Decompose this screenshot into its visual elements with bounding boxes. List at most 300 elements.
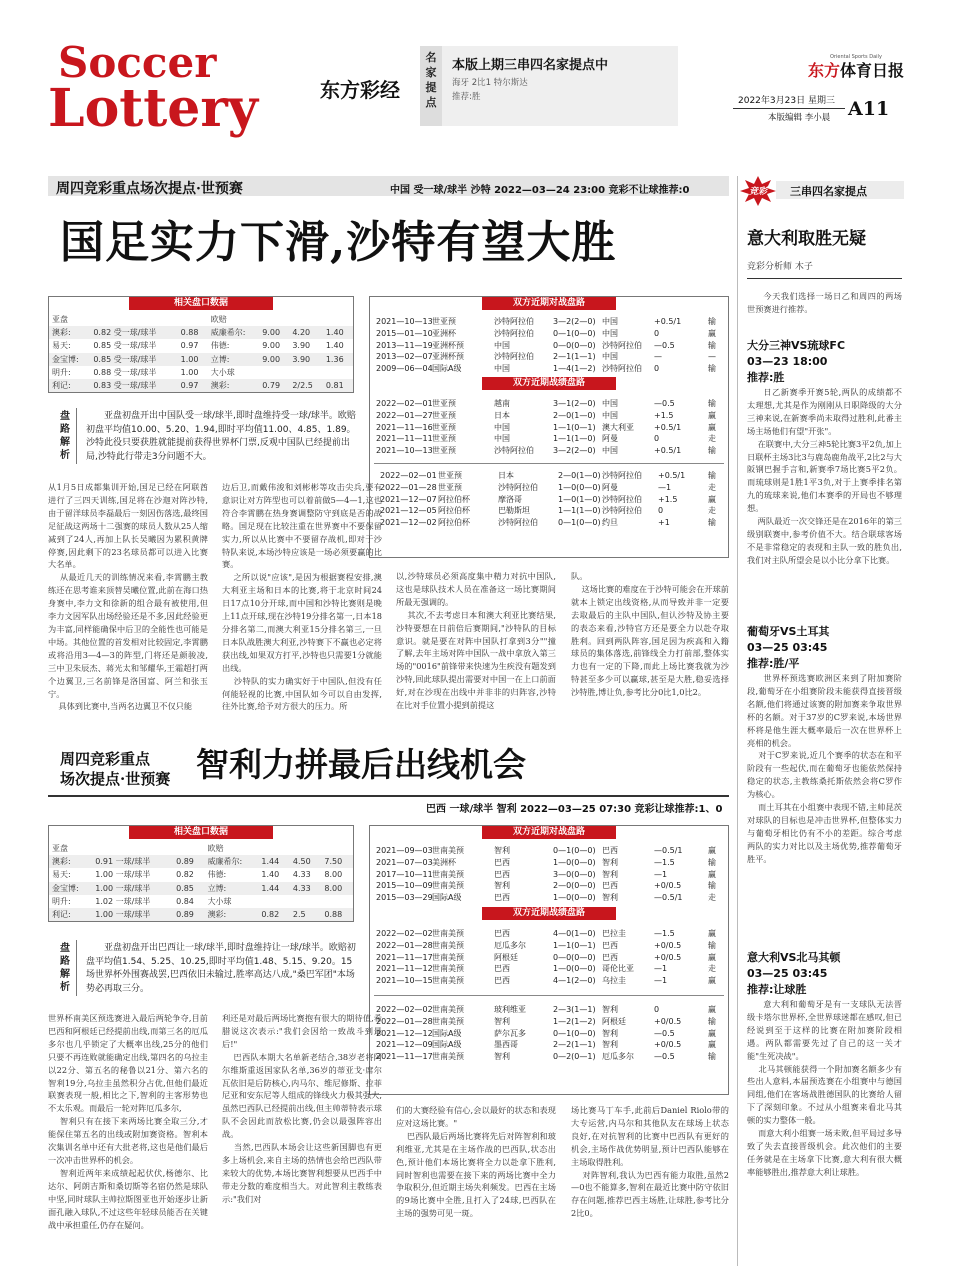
history-cell-l: 国际A级: [432, 1028, 462, 1038]
history-cell-d: 2015—10—09: [376, 881, 433, 891]
history-row: [370, 892, 728, 904]
sidebar-match3-time: 03—25 03:45: [747, 967, 828, 980]
sidebar-match3-title: 意大利VS北马其顿: [747, 951, 841, 964]
history-cell-l: 世亚预: [438, 482, 462, 492]
history-cell-o: 沙特阿拉伯: [602, 506, 642, 516]
history-cell-r: 输: [708, 881, 716, 891]
history-cell-r: 输: [708, 940, 716, 950]
sidebar-badge: [740, 176, 776, 206]
history-cell-h: +1.5: [658, 494, 678, 504]
history-cell-l: 世亚预: [432, 434, 456, 444]
article1-odds-title: 相关盘口数据: [129, 297, 273, 310]
history-cell-o: 中国: [602, 446, 618, 456]
article2-odds-table: 相关盘口数据 亚盘 欧赔 澳彩: 0.91 一球/球半 0.89 威廉希尔: 1.44 4.50 7.50 易天: 1.00 一球/球半 0.82 伟德: 1.40 4.33 8.00 金宝博: 1.00 一球/球半 0.85 立博: 1.44 4.33 8.00 明升: 1.02 一球/球半 0.84 大小球 利记: 1.00 一球/球半 0.89 澳彩: 0.82 2.5 0.88: [48, 825, 354, 922]
history-cell-m: 中国: [494, 422, 510, 432]
issue-date: 2022年3月23日 星期三: [738, 96, 835, 106]
history-cell-o: 沙特阿拉伯: [602, 364, 642, 374]
sidebar-byline: 竞彩分析师 木子: [747, 262, 813, 272]
article2-recent-b-rows: [370, 1004, 728, 1063]
article1-history-table: [369, 296, 729, 558]
history-cell-s: 1—0(0—0): [558, 482, 601, 492]
history-row: [370, 505, 728, 517]
history-cell-h: +0/0.5: [654, 952, 682, 962]
preview-label: 名 家 提 点: [420, 46, 442, 126]
history-cell-o: 巴拉圭: [602, 928, 626, 938]
masthead-rule: [733, 108, 845, 109]
article2-divider: [48, 795, 729, 797]
logo-soccer: Soccer: [58, 38, 217, 87]
article1-h2h-rows: [370, 316, 728, 375]
history-cell-h: —0.5/1: [654, 893, 683, 903]
history-cell-o: 中国: [602, 398, 618, 408]
history-cell-o: 智利: [602, 1028, 618, 1038]
history-cell-r: 赢: [708, 1004, 716, 1014]
history-cell-r: 赢: [708, 976, 716, 986]
history-row: [370, 1004, 728, 1016]
history-cell-m: 越南: [494, 398, 510, 408]
history-cell-d: 2021—10—13: [376, 317, 433, 326]
sidebar-tag: 三串四名家提点: [790, 185, 867, 198]
sidebar-badge-text: 竞彩: [748, 187, 767, 197]
history-cell-s: 0—0(0—0): [553, 952, 596, 962]
history-cell-o: 中国: [602, 352, 618, 362]
history-cell-l: 世亚预: [432, 398, 456, 408]
history-cell-o: 中国: [602, 410, 618, 420]
history-cell-l: 阿拉伯杯: [438, 506, 470, 516]
sidebar-title: 意大利取胜无疑: [747, 229, 866, 249]
history-cell-l: 世南美预: [432, 940, 464, 950]
history-row: [370, 328, 728, 340]
history-cell-m: 沙特阿拉伯: [494, 352, 534, 362]
history-cell-r: 赢: [708, 494, 716, 504]
history-cell-s: 0—1(0—0): [558, 518, 601, 528]
history-cell-h: 0: [654, 364, 660, 374]
history-cell-s: 1—0(1—0): [558, 494, 601, 504]
history-cell-h: +1: [658, 518, 670, 528]
history-cell-l: 亚洲杯预: [432, 340, 464, 350]
history-cell-m: 巴西: [494, 869, 510, 879]
history-cell-l: 世南美预: [432, 1052, 464, 1062]
history-row: [370, 1016, 728, 1028]
history-cell-s: 1—2(1—2): [553, 1016, 596, 1026]
history-cell-r: 输: [708, 857, 716, 867]
history-cell-m: 萨尔瓦多: [494, 1028, 526, 1038]
history-cell-l: 美洲杯: [432, 857, 456, 867]
history-row: [370, 517, 728, 529]
history-row: [370, 351, 728, 363]
history-cell-l: 世南美预: [432, 976, 464, 986]
history-cell-l: 阿拉伯杯: [438, 494, 470, 504]
history-cell-r: 走: [708, 893, 716, 903]
history-cell-h: 0: [654, 1004, 660, 1014]
history-cell-o: 厄瓜多尔: [602, 1052, 634, 1062]
history-cell-h: +0.5/1: [654, 422, 682, 432]
history-row: [370, 316, 728, 328]
history-cell-r: 输: [708, 340, 716, 350]
history-cell-s: 0—0(0—0): [553, 340, 596, 350]
sidebar-match1-pick: 推荐:胜: [747, 371, 785, 384]
history-cell-d: 2022—02—02: [376, 1004, 433, 1014]
history-cell-m: 中国: [494, 434, 510, 444]
history-cell-m: 智利: [494, 1016, 510, 1026]
history-cell-s: 3—0(0—0): [553, 869, 596, 879]
history-cell-m: 沙特阿拉伯: [498, 518, 538, 528]
history-cell-s: 3—2(2—0): [553, 446, 596, 456]
article1-h2h-title: 双方近期对战盘路: [482, 297, 616, 310]
history-cell-o: 沙特阿拉伯: [602, 494, 642, 504]
history-cell-s: 0—1(0—0): [553, 328, 596, 338]
history-cell-d: 2022—02—01: [380, 470, 437, 480]
history-cell-h: +0.5/1: [654, 317, 682, 326]
history-row: [370, 398, 728, 410]
history-cell-s: 0—2(0—1): [553, 1052, 596, 1062]
sidebar-divider: [737, 176, 738, 1266]
history-cell-s: 1—1(0—1): [553, 422, 596, 432]
history-cell-o: 巴西: [602, 881, 618, 891]
history-cell-d: 2022—01—28: [376, 1016, 433, 1026]
masthead-logo: [48, 38, 428, 138]
history-cell-h: +0/0.5: [654, 1040, 682, 1050]
history-cell-o: 阿曼: [602, 482, 618, 492]
sidebar-match2-time: 03—25 03:45: [747, 641, 828, 654]
history-cell-l: 世南美预: [432, 928, 464, 938]
history-cell-r: 输: [708, 1052, 716, 1062]
history-cell-r: 赢: [708, 846, 716, 855]
history-cell-h: —1.5: [654, 928, 675, 938]
article2-recent-a-rows: [370, 928, 728, 987]
history-cell-o: 约旦: [602, 518, 618, 528]
history-cell-d: 2021—11—17: [376, 1052, 433, 1062]
history-cell-s: 2—0(1—0): [553, 410, 596, 420]
history-cell-m: 中国: [494, 340, 510, 350]
history-cell-s: 1—0(0—0): [553, 857, 596, 867]
history-cell-l: 世南美预: [432, 964, 464, 974]
history-cell-s: 1—0(0—0): [553, 893, 596, 903]
history-cell-o: 哥伦比亚: [602, 964, 634, 974]
history-cell-r: 走: [708, 482, 716, 492]
history-cell-d: 2021—12—12: [376, 1028, 433, 1038]
history-cell-l: 世亚预: [432, 410, 456, 420]
history-cell-d: 2021—10—15: [376, 976, 433, 986]
history-cell-s: 3—1(2—0): [553, 398, 596, 408]
history-cell-d: 2017—10—11: [376, 869, 433, 879]
logo-lottery: Lottery: [48, 78, 258, 139]
history-cell-m: 摩洛哥: [498, 494, 522, 504]
history-cell-m: 日本: [494, 410, 510, 420]
history-cell-r: 赢: [708, 422, 716, 432]
history-cell-h: —0.5: [654, 1028, 675, 1038]
history-cell-r: 走: [708, 434, 716, 444]
history-cell-d: 2021—09—03: [376, 846, 433, 855]
history-cell-d: 2021—11—12: [376, 964, 433, 974]
article2-history-divider: [374, 995, 724, 996]
history-cell-r: 输: [708, 518, 716, 528]
history-cell-s: 2—1(1—1): [553, 352, 596, 362]
history-cell-h: +1.5: [654, 410, 674, 420]
history-cell-h: —0.5: [654, 398, 675, 408]
history-cell-d: 2021—07—03: [376, 857, 433, 867]
article1-body-col3: 以,沙特球员必须高度集中精力对抗中国队,这也是球队技术人员在准备这一场比赛期间所最无强调的。 其次,不去考虑日本和澳大利亚比赛结果,沙特要想在日前倍后赛期间,"沙特队的目标意识。就是要在对阵中国队打拿到3分""撞了解,去年主场对阵中国队一战中拿放入第三场的"0016"前锋带来快速为生疾没有题发到沙特,回此球队提出需要对中国一在上口前面好,对在沙现在出线中并非非的归阵容,沙特在比对手位置小提到前提这: [396, 571, 556, 711]
history-cell-r: 赢: [708, 1040, 716, 1050]
history-cell-s: 3—2(2—0): [553, 317, 596, 326]
history-cell-l: 世南美预: [432, 846, 464, 855]
history-cell-o: 沙特阿拉伯: [602, 340, 642, 350]
article1-match-line: 中国 受一球/球半 沙特 2022—03—24 23:00 竞彩不让球推荐:0: [390, 185, 690, 196]
history-cell-o: 智利: [602, 1004, 618, 1014]
history-cell-s: 2—0(0—0): [553, 881, 596, 891]
history-cell-r: 输: [708, 470, 716, 480]
history-cell-m: 巴西: [494, 893, 510, 903]
article2-body-col3: 们的大赛经验有信心,会以最好的状态和表现应对这场比赛。" 巴西队最后两场比赛将先后对阵智利和玻利维亚,尤其是在主场作战的巴西队,状态出色,预计他们本场比赛将全力以赴拿下胜利,同时智利也需要在接下来的两场比赛中全力争取积分,但近期主场失利频发。巴西在主场的9场比赛中全胜,且打入了24球,巴西队在主场的强势可见一斑。: [396, 1105, 556, 1219]
history-cell-l: 阿拉伯杯: [438, 518, 470, 528]
history-cell-o: 智利: [602, 857, 618, 867]
history-cell-m: 沙特阿拉伯: [498, 482, 538, 492]
history-cell-h: —1: [654, 869, 668, 879]
article1-analysis-label: 盘 路 解 析: [60, 411, 70, 461]
history-cell-r: 赢: [708, 328, 716, 338]
article1-headline: 国足实力下滑,沙特有望大胜: [60, 217, 617, 268]
history-cell-o: 阿根廷: [602, 1016, 626, 1026]
history-cell-r: 输: [708, 446, 716, 456]
history-cell-o: 中国: [602, 317, 618, 326]
history-cell-s: 0—1(0—0): [553, 846, 596, 855]
article2-body-col4: 场比赛马丁车手,此前后Daniel Riolo带的大专运营,内马尔和其他队友在球场上状态良好,在对抗智利的比赛中巴西队有更好的机会,主场作战优势明显,预计巴西队能够在主场取得胜利。 对阵智利,我认为巴西有能力取胜,虽然2—0也不能算多,智利在最近比赛中防守依旧存在问题,推荐巴西主场胜,让球胜,参考比分2比0。: [571, 1105, 729, 1219]
history-cell-m: 巴西: [494, 928, 510, 938]
history-cell-m: 巴西: [494, 964, 510, 974]
paper-name: 东方体育日报: [808, 61, 905, 80]
sidebar-match3-body: 意大利和葡萄牙是有一支球队无法晋级卡塔尔世界杯,全世界球迷都在感叹,但已经说到至于这样的比赛在附加赛阶段相遇。两队都需要先过了自己的这一关才能"生死决战"。 北马其顿能获得一个附加赛名额多少有些出人意料,本届预选赛在小组赛中与德国同组,他们在客场战胜德国队的比赛给人留下了深刻印象。不过从小组赛来看北马其顿的实力整体一般。 而意大利小组赛一场未败,但平局过多导致了失去直接晋级机会。此次他们的主要任务就是在主场拿下比赛,意大利有很大概率能够胜出,推荐意大利让球胜。: [747, 999, 902, 1177]
history-cell-l: 世南美预: [432, 1016, 464, 1026]
sidebar-intro: 今天我们选择一场日乙和周四的两场世预赛进行推荐。: [747, 291, 902, 314]
sidebar-match1-body: 日乙新赛季开赛5轮,两队的成绩都不太理想,尤其是作为刚刚从日职降级的大分三神来说,在新赛季尚未取得过胜利,此番主场主场他们有望"开张"。 在联赛中,大分三神5轮比赛3平2负,加上日联杯主场3比3与鹿岛鹿角战平,2比2与大阪钢巴握手言和,新赛季7场比赛5平2负。而琉球则是1胜1平3负,对于上赛季排名第九的琉球来说,他们本赛季的开局也不够理想。 两队最近一次交锋还是在2016年的第三级别联赛中,参考价值不大。结合联球客场不是非常稳定的表现和主队一致的胜负出,我们对主队所望会是以小比分拿下比赛。: [747, 387, 902, 565]
history-cell-m: 智利: [494, 1052, 510, 1062]
article2-kicker-1: 周四竞彩重点: [60, 750, 151, 768]
history-cell-o: 智利: [602, 869, 618, 879]
history-cell-r: 赢: [708, 1028, 716, 1038]
article2-analysis: 亚盘初盘开出巴西让一球/球半,即时盘维持让一球/球半。欧赔初盘平均值1.54、5.25、10.25,即时平均值1.48、5.15、9.20。15场世界杯外围赛战罢,巴西依旧未输过,胜率高达八成,"桑巴军团"本场势必再取三分。: [86, 943, 356, 994]
history-cell-r: 输: [708, 398, 716, 408]
history-cell-m: 厄瓜多尔: [494, 940, 526, 950]
history-cell-l: 世亚预: [438, 470, 462, 480]
history-cell-r: 输: [708, 317, 716, 326]
article1-analysis: 亚盘初盘开出中国队受一球/球半,即时盘维持受一球/球半。欧赔初盘平均值10.00、5.20、1.94,即时平均值11.00、4.85、1.89。沙特此役只要获胜就能提前获得世界杯门票,反观中国队已经提前出局,沙特此行带走3分问题不大。: [86, 411, 356, 462]
history-cell-h: —0.5: [654, 1052, 675, 1062]
history-cell-m: 中国: [494, 364, 510, 374]
history-row: [370, 494, 728, 506]
article1-body-col1: 从1月5日成都集训开始,国足已经在阿联酋进行了三四天训练,国足将在沙迦对阵沙特,由于留洋球员李磊最后一刻因伤落选,最终国足征战这两场十二强赛的球员人数从25人缩减到了24人,再加上队长吴曦因为累积黄牌停赛,因此剩下的23名球员都可以进入比赛大名单。 从最近几天的训练情况来看,李霄鹏主教练还在思考谁来顶替吴曦位置,此前在海口热身赛中,李力文和徐新的组合最有被使用,但李力文因军队出场经验还是不多,因此经验更为丰富,同样能确保中后卫的全能性也可能是中场。其他位置的首发相对比较固定,李霄鹏或将沿用3—4—3的阵型,门将还是颜骏凌,三中卫朱辰杰、蒋光太和邹耀华,王霜超打两个边翼卫,三名前锋是洛国富、阿兰和张玉宁。 具体到比赛中,当两名边翼卫不仅只能: [48, 482, 208, 712]
article2-h2h-rows: [370, 845, 728, 904]
history-cell-l: 国际A级: [432, 364, 462, 374]
history-cell-d: 2021—10—13: [376, 446, 433, 456]
history-cell-r: —: [708, 352, 716, 362]
history-cell-m: 巴勒斯坦: [498, 506, 530, 516]
history-cell-m: 智利: [494, 846, 510, 855]
history-cell-s: 1—1(1—0): [558, 506, 601, 516]
preview-title: 本版上期三串四名家提点中: [452, 58, 609, 73]
history-cell-l: 国际A级: [432, 1040, 462, 1050]
page-editor: 本版编辑 李小晨: [768, 113, 831, 123]
history-cell-d: 2015—01—10: [376, 328, 433, 338]
article1-analysis-rule: [76, 408, 77, 464]
history-cell-l: 亚洲杯: [432, 328, 456, 338]
sidebar-match1-time: 03—23 18:00: [747, 355, 828, 368]
history-cell-o: 沙特阿拉伯: [602, 470, 642, 480]
history-row: [370, 433, 728, 445]
history-cell-s: 1—0(0—0): [553, 964, 596, 974]
history-cell-o: 澳大利亚: [602, 422, 634, 432]
history-cell-d: 2015—03—29: [376, 893, 433, 903]
history-cell-d: 2021—11—11: [376, 434, 433, 444]
history-cell-s: 2—3(1—1): [553, 1004, 596, 1014]
history-row: [370, 363, 728, 375]
history-cell-h: —: [654, 352, 662, 362]
preview-line1: 海牙 2比1 特尔斯达: [452, 78, 528, 88]
history-cell-s: 2—0(1—0): [558, 470, 601, 480]
article1-body-col2: 边后卫,而戴伟浚和刘彬彬等攻击尖兵,要有意识让对方阵型也可以着前做5—4—1,这也符合李霄鹏在热身赛调整防守到底是否的战略。国足现在比较注重在世界赛中不要保留实力,所以从比赛中不要留存战机,即对于沙特队来说,本场沙特应该是一场必须要赢的比赛。 之所以说"应该",是因为根据赛程安排,澳大利亚主场和日本的比赛,将于北京时间24日17点10分开球,而中国和沙特比赛则是晚上11点开球,现在沙特19分排名第一,日本18分排名第二,而澳大利亚15分排名第三,一旦日本队战胜澳大利亚,沙特赛下不赢也必定将获出线,如果双方打平,沙特也只需要1分就能出线。 沙特队的实力确实好于中国队,但没有任何能轻视的比赛,中国队如今可以自由发挥,往外比赛,给予对方很大的压力。所: [222, 482, 382, 712]
history-cell-m: 巴西: [494, 857, 510, 867]
history-cell-o: 阿曼: [602, 434, 618, 444]
history-row: [370, 869, 728, 881]
paper-en: Oriental Sports Daily: [830, 54, 882, 60]
article2-analysis-rule: [76, 940, 77, 996]
history-cell-d: 2022—02—02: [376, 928, 433, 938]
history-cell-s: 4—0(1—0): [553, 928, 596, 938]
history-cell-s: 1—4(1—2): [553, 364, 596, 374]
article2-match-line: 巴西 一球/球半 智利 2022—03—25 07:30 竞彩让球推荐:1、0: [426, 804, 723, 815]
history-cell-r: 赢: [708, 928, 716, 938]
history-row: [370, 975, 728, 987]
history-cell-l: 世南美预: [432, 881, 464, 891]
sidebar-byline-rule: [747, 278, 902, 279]
history-cell-r: 赢: [708, 952, 716, 962]
history-cell-h: +0.5/1: [654, 446, 682, 456]
history-cell-o: 中国: [602, 328, 618, 338]
history-cell-o: 智利: [602, 1040, 618, 1050]
history-cell-s: 1—1(0—1): [553, 940, 596, 950]
history-row: [370, 410, 728, 422]
history-cell-r: 走: [708, 506, 716, 516]
history-cell-d: 2021—12—05: [380, 506, 437, 516]
history-row: [370, 1051, 728, 1063]
history-row: [370, 928, 728, 940]
history-cell-l: 世亚预: [432, 446, 456, 456]
history-cell-o: 巴西: [602, 846, 618, 855]
history-cell-d: 2022—02—01: [376, 398, 433, 408]
history-cell-m: 巴西: [494, 976, 510, 986]
history-cell-m: 智利: [494, 881, 510, 891]
history-cell-m: 沙特阿拉伯: [494, 328, 534, 338]
history-cell-h: —0.5: [654, 340, 675, 350]
history-row: [370, 470, 728, 482]
article2-headline: 智利力拼最后出线机会: [196, 745, 526, 784]
history-cell-o: 智利: [602, 893, 618, 903]
history-cell-h: —0.5/1: [654, 846, 683, 855]
history-cell-h: +0/0.5: [654, 1016, 682, 1026]
history-row: [370, 845, 728, 857]
history-cell-s: 0—1(0—0): [553, 1028, 596, 1038]
article2-history-table: [369, 825, 729, 1095]
history-cell-m: 日本: [498, 470, 514, 480]
article1-body-col4: 队。 这场比赛的难度在于沙特可能会在开球前就本上锁定出线资格,从而导致并非一定要去取最后的主队中国队,但认沙特及协主要的表态来看,沙特官方还是要全力以赴夺取胜利。回到两队阵容,国足因为疾高和入籍球员的集体落选,前锋线全力打前部,整体实力也有一定的下降,而此上场比赛我就为沙特甚至多少可以赢球,甚至是大胜,稳妥选择沙特胜,博让负,参考比分0比1,0比2。: [571, 571, 729, 698]
sidebar-match2-pick: 推荐:胜/平: [747, 657, 800, 670]
history-cell-d: 2022—01—28: [376, 940, 433, 950]
history-row: [370, 880, 728, 892]
history-cell-d: 2021—11—17: [376, 952, 433, 962]
history-cell-d: 2013—11—19: [376, 340, 433, 350]
sidebar-match2-body: 世界杯预选赛欧洲区来到了附加赛阶段,葡萄牙在小组赛阶段未能获得直接晋级名额,他们将通过该赛的附加赛来争取世界杯的名额。对于37岁的C罗来说,本场世界杯将是他生涯大概率最后一次在世界杯上亮相的机会。 对于C罗来说,近几个赛季的状态在和平阶段有一些起伏,而在葡萄牙也能依然保持稳定的状态,主教练桑托斯依然会将C罗作为核心。 而土耳其在小组赛中表现不错,主帅昆茨对球队的目标也是冲击世界杯,但整体实力与葡萄牙相比仍有不小的差距。综合考虑两队的实力对比以及主场优势,推荐葡萄牙胜平。: [747, 673, 902, 864]
article2-odds-title: 相关盘口数据: [129, 826, 273, 839]
history-cell-l: 国际A级: [432, 893, 462, 903]
history-row: [370, 482, 728, 494]
article1-recent-title: 双方近期战绩盘路: [482, 377, 616, 390]
history-row: [370, 1028, 728, 1040]
article1-kicker: 周四竞彩重点场次提点·世预赛: [56, 181, 243, 197]
article2-recent-title: 双方近期战绩盘路: [482, 907, 616, 920]
article2-body-col1: 世界杯南美区预选赛进入最后两轮争夺,目前巴西和阿根廷已经提前出线,而第三名的厄瓜多尔也几乎锁定了大概率出线,25分的他们只要不再连败就能确定出线,第四名的乌拉圭以22分、第五名的秘鲁以21分、第六名的智利19分,乌拉圭虽然积分占优,但他们最近联赛表现一般,相比之下,智利的主客形势也不太乐观。而最后一轮对阵厄瓜多尔, 智利只有在接下来两场比赛全取三分,才能保住第五名的出线或附加赛资格。智利本次集训名单中还有大批老将,这也是他们最后一次冲击世界杯的机会。 智利近两年来成绩起起伏伏,杨德尔、比达尔、阿朗吉斯和桑切斯等名宿仍然是球队中坚,同时球队主帅拉斯图亚也开始逐步让新面孔融入球队,不过这些年轻球员能否在关键战中承担重任,仍存在疑问。: [48, 1013, 208, 1230]
history-cell-l: 世亚预: [432, 317, 456, 326]
history-cell-h: 0: [654, 434, 660, 444]
history-cell-r: 输: [708, 1016, 716, 1026]
history-row: [370, 422, 728, 434]
history-cell-h: +0/0.5: [654, 940, 682, 950]
history-cell-d: 2021—12—02: [380, 518, 437, 528]
history-cell-h: 0: [654, 328, 660, 338]
history-row: [370, 445, 728, 457]
article1-history-divider: [374, 463, 724, 464]
article1-recent-b-rows: [370, 470, 728, 529]
article1-recent-a-rows: [370, 398, 728, 457]
logo-cn: 东方彩经: [320, 78, 400, 102]
history-cell-m: 沙特阿拉伯: [494, 446, 534, 456]
history-cell-d: 2013—02—07: [376, 352, 433, 362]
history-cell-d: 2022—01—28: [380, 482, 437, 492]
history-cell-h: —1.5: [654, 857, 675, 867]
history-cell-r: 输: [708, 364, 716, 374]
history-cell-m: 玻利维亚: [494, 1004, 526, 1014]
history-row: [370, 963, 728, 975]
sidebar-match1-title: 大分三神VS琉球FC: [747, 339, 846, 352]
history-cell-h: —1: [654, 964, 668, 974]
history-row: [370, 952, 728, 964]
article1-odds-table: 相关盘口数据 亚盘 欧赔 澳彩: 0.82 受一球/球半 0.88 威廉希尔: 9.00 4.20 1.40 易天: 0.85 受一球/球半 0.97 伟德: 9.00 3.90 1.40 金宝博: 0.85 受一球/球半 1.00 立博: 9.00 3.90 1.36 明升: 0.88 受一球/球半 1.00 大小球 利记: 0.83 受一球/球半 0.97 澳彩: 0.79 2/2.5 0.81: [48, 296, 354, 393]
history-cell-s: 4—1(2—0): [553, 976, 596, 986]
history-cell-d: 2009—06—04: [376, 364, 433, 374]
preview-line2: 推荐:胜: [452, 92, 481, 102]
history-row: [370, 340, 728, 352]
history-cell-l: 世亚预: [432, 422, 456, 432]
history-cell-h: —1: [658, 482, 672, 492]
preview-box: [420, 46, 678, 126]
history-cell-l: 亚洲杯预: [432, 352, 464, 362]
history-cell-d: 2021—11—16: [376, 422, 433, 432]
sidebar-match2-title: 葡萄牙VS土耳其: [747, 625, 830, 638]
history-cell-o: 巴西: [602, 940, 618, 950]
history-cell-s: 1—1(1—0): [553, 434, 596, 444]
history-cell-m: 墨西哥: [494, 1040, 518, 1050]
history-cell-h: +0.5/1: [658, 470, 686, 480]
history-cell-o: 巴西: [602, 952, 618, 962]
article2-body-col2: 利还是对最后两场比赛抱有很大的期待值,希腊说这次表示:"我们会因给一致战斗到最后!" 巴西队本期大名单新老结合,38岁老将阿尔维斯重返国家队名单,36岁的蒂亚戈·席尔瓦依旧是后防核心,内马尔、维尼修斯、拉菲尼亚和安东尼等人组成的锋线火力极其强大,虽然巴西队已经提前出线,但主帅蒂特表示球队不会因此而放松比赛,仍会以最强阵容出战。 当然,巴西队本场会让这些新国脚也有更多上场机会,来自主场的热情也会给巴西队带来较大的优势,本场比赛智利想要从巴西手中带走分数的难度相当大。对此智利主教练表示:"我们对: [222, 1013, 382, 1204]
history-cell-m: 沙特阿拉伯: [494, 317, 534, 326]
history-cell-l: 世南美预: [432, 869, 464, 879]
history-cell-r: 赢: [708, 869, 716, 879]
history-cell-d: 2022—01—27: [376, 410, 433, 420]
history-row: [370, 857, 728, 869]
history-cell-h: —1: [654, 976, 668, 986]
history-cell-h: +0/0.5: [654, 881, 682, 891]
history-cell-o: 乌拉圭: [602, 976, 626, 986]
history-cell-d: 2021—12—07: [380, 494, 437, 504]
